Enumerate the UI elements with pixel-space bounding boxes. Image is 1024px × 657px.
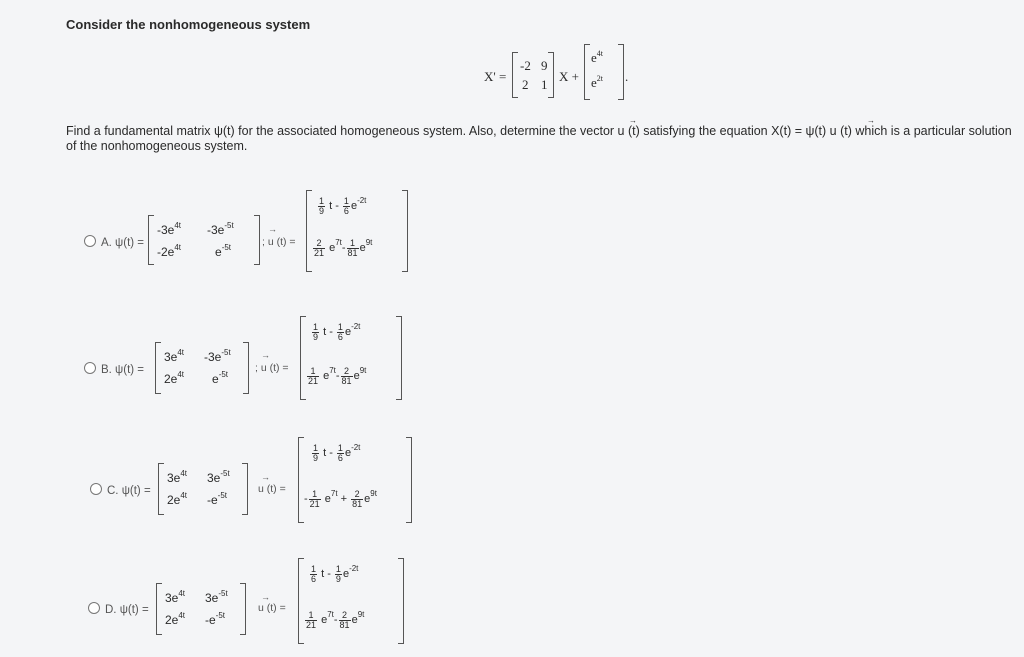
option-b-label[interactable]: B. ψ(t) = — [84, 362, 144, 376]
equation-lhs: X' = — [484, 69, 507, 84]
u-row-1: $\frac{1}{6}$ t - $\frac{1}{9}$ $e^{-2t}$ — [311, 563, 359, 584]
vector-arrow-icon: → — [629, 116, 637, 125]
u-row-2: $\frac{2}{21}$ $e^{7t}-$ $\frac{1}{81}$ $e^{9t}$ — [314, 237, 373, 258]
psi-matrix — [155, 342, 249, 394]
u-row-1: $\frac{1}{9}$ t - $\frac{1}{6}$ $e^{-2t}$ — [319, 195, 367, 216]
u-row-1: $\frac{1}{9}$ t - $\frac{1}{6}$ $e^{-2t}$ — [313, 321, 361, 342]
u-row-2: $\frac{1}{21}$ $e^{7t}-$ $\frac{2}{81}$ $e^{9t}$ — [308, 365, 367, 386]
vector-arrow-icon: → — [261, 350, 270, 360]
matrix-entry: $-3e^{-5t}$ — [207, 221, 234, 237]
u-vector — [300, 316, 402, 400]
matrix-entry: $3e^{4t}$ — [165, 589, 186, 605]
vector-arrow-icon: → — [867, 116, 875, 125]
vector-entry: $e^{4t}$ — [591, 49, 604, 65]
matrix-entry: $2e^{4t}$ — [165, 611, 186, 627]
option-a-label[interactable]: A. ψ(t) = — [84, 235, 144, 249]
matrix-entry: 9 — [541, 58, 548, 73]
matrix-entry: -2 — [520, 58, 531, 73]
u-row-1: $\frac{1}{9}$ t - $\frac{1}{6}$ $e^{-2t}$ — [313, 442, 361, 463]
psi-matrix — [148, 215, 260, 265]
forcing-vector — [584, 44, 624, 100]
radio-button[interactable] — [84, 362, 96, 374]
matrix-entry: $-3e^{-5t}$ — [204, 348, 231, 364]
matrix-entry: $-e^{-5t}$ — [205, 611, 226, 627]
u-label: u (t) = — [258, 602, 286, 614]
u-label: ; u (t) = — [255, 362, 289, 374]
vector-arrow-icon: → — [268, 224, 277, 234]
radio-button[interactable] — [88, 602, 100, 614]
u-row-2: - $\frac{1}{21}$ $e^{7t}$ + $\frac{2}{81}$ $e^{9t}$ — [304, 488, 377, 509]
u-vector — [298, 437, 412, 523]
problem-header: Consider the nonhomogeneous system — [66, 17, 311, 32]
matrix-entry: $3e^{-5t}$ — [205, 589, 228, 605]
equation-mid: X + — [559, 69, 579, 84]
vector-arrow-icon: → — [261, 592, 270, 602]
vector-entry: $e^{2t}$ — [591, 74, 604, 90]
radio-button[interactable] — [84, 235, 96, 247]
psi-matrix — [158, 463, 248, 515]
radio-button[interactable] — [90, 483, 102, 495]
psi-matrix — [156, 583, 246, 635]
question-text: Find a fundamental matrix ψ(t) for the associated homogeneous system. Also, determine the vector u (t) satisfying the equation X(t) = ψ(t) u (t) which is a particular solution of the nonhomogeneous system. — [66, 124, 1012, 153]
matrix-entry: $2e^{4t}$ — [167, 491, 188, 507]
matrix-entry: $2e^{4t}$ — [164, 370, 185, 386]
u-vector — [298, 558, 404, 644]
matrix-entry: $e^{-5t}$ — [212, 370, 229, 386]
matrix-entry: $3e^{4t}$ — [167, 469, 188, 485]
coefficient-matrix — [512, 52, 554, 98]
matrix-entry: $3e^{-5t}$ — [207, 469, 230, 485]
matrix-entry: 1 — [541, 77, 548, 92]
matrix-entry: $3e^{4t}$ — [164, 348, 185, 364]
matrix-entry: 2 — [522, 77, 529, 92]
option-c-label[interactable]: C. ψ(t) = — [90, 483, 151, 497]
u-vector — [306, 190, 408, 272]
u-label: u (t) = — [258, 483, 286, 495]
matrix-entry: $-2e^{4t}$ — [157, 243, 182, 259]
u-row-2: $\frac{1}{21}$ $e^{7t}-$ $\frac{2}{81}$ $e^{9t}$ — [306, 609, 365, 630]
option-d-label[interactable]: D. ψ(t) = — [88, 602, 149, 616]
matrix-entry: $-e^{-5t}$ — [207, 491, 228, 507]
matrix-entry: $e^{-5t}$ — [215, 243, 232, 259]
vector-arrow-icon: → — [261, 472, 270, 482]
u-label: ; u (t) = — [262, 236, 296, 248]
equation-end: . — [625, 69, 629, 84]
matrix-entry: $-3e^{4t}$ — [157, 221, 182, 237]
